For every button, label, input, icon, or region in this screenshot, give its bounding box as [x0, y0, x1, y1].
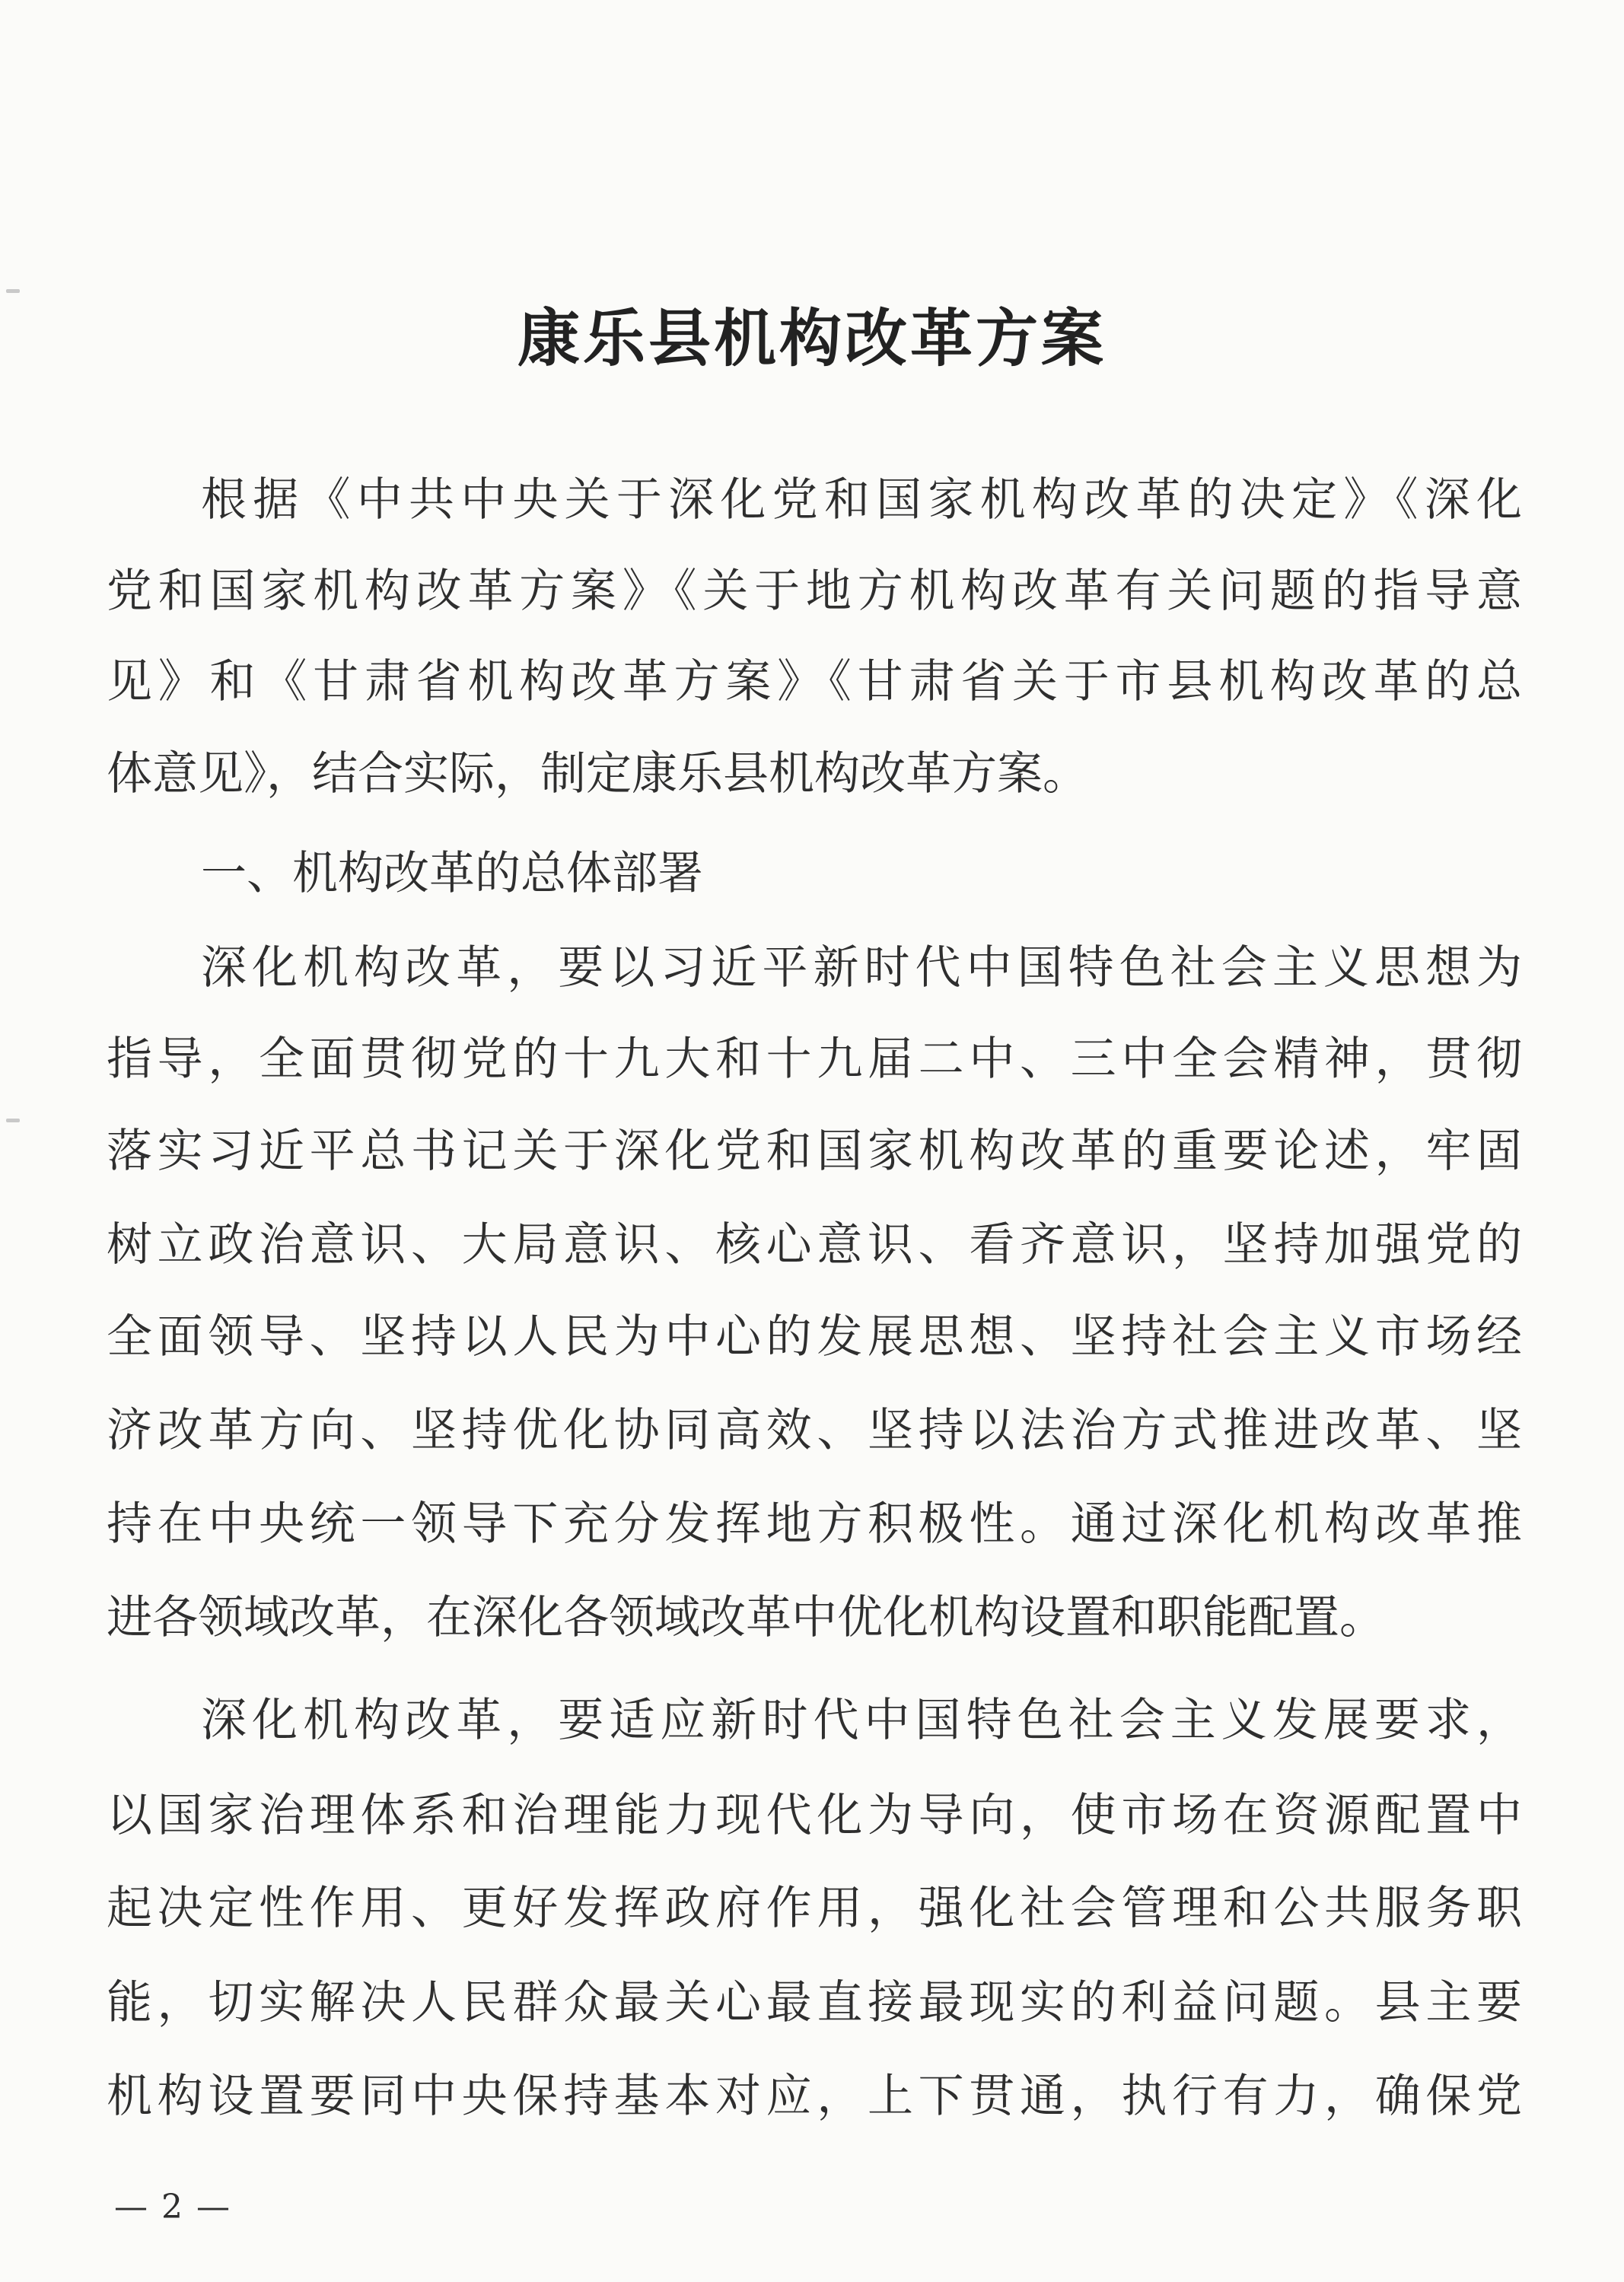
page-number: — 2 — [114, 2188, 231, 2226]
paragraph-line: 深化机构改革，要适应新时代中国特色社会主义发展要求， [201, 1694, 1522, 1747]
paragraph-line: 深化机构改革，要以习近平新时代中国特色社会主义思想为 [201, 941, 1522, 995]
document-title: 康乐县机构改革方案 [517, 302, 1107, 375]
paragraph-line: 以国家治理体系和治理能力现代化为导向，使市场在资源配置中 [107, 1789, 1522, 1842]
paragraph-line: 济改革方向、坚持优化协同高效、坚持以法治方式推进改革、坚 [107, 1404, 1522, 1457]
paragraph-line: 根据《中共中央关于深化党和国家机构改革的决定》《深化 [201, 473, 1522, 527]
paragraph-line: 持在中央统一领导下充分发挥地方积极性。通过深化机构改革推 [107, 1497, 1522, 1551]
paragraph-line: 起决定性作用、更好发挥政府作用，强化社会管理和公共服务职 [107, 1882, 1522, 1935]
paragraph-line: 能，切实解决人民群众最关心最直接最现实的利益问题。县主要 [107, 1976, 1522, 2029]
paragraph-line: 全面领导、坚持以人民为中心的发展思想、坚持社会主义市场经 [107, 1310, 1522, 1364]
paragraph-line: 树立政治意识、大局意识、核心意识、看齐意识，坚持加强党的 [107, 1218, 1522, 1271]
scan-mark [6, 1119, 20, 1122]
paragraph-line: 落实习近平总书记关于深化党和国家机构改革的重要论述，牢固 [107, 1125, 1522, 1178]
paragraph-line: 见》和《甘肃省机构改革方案》《甘肃省关于市县机构改革的总 [107, 655, 1522, 708]
section-heading: 一、机构改革的总体部署 [201, 847, 703, 900]
paragraph-line: 体意见》，结合实际，制定康乐县机构改革方案。 [107, 747, 1088, 800]
paragraph-line: 机构设置要同中央保持基本对应，上下贯通，执行有力，确保党 [107, 2070, 1522, 2123]
paragraph-line: 进各领域改革，在深化各领域改革中优化机构设置和职能配置。 [107, 1591, 1385, 1644]
paragraph-line: 党和国家机构改革方案》《关于地方机构改革有关问题的指导意 [107, 565, 1522, 618]
paragraph-line: 指导，全面贯彻党的十九大和十九届二中、三中全会精神，贯彻 [107, 1033, 1522, 1086]
